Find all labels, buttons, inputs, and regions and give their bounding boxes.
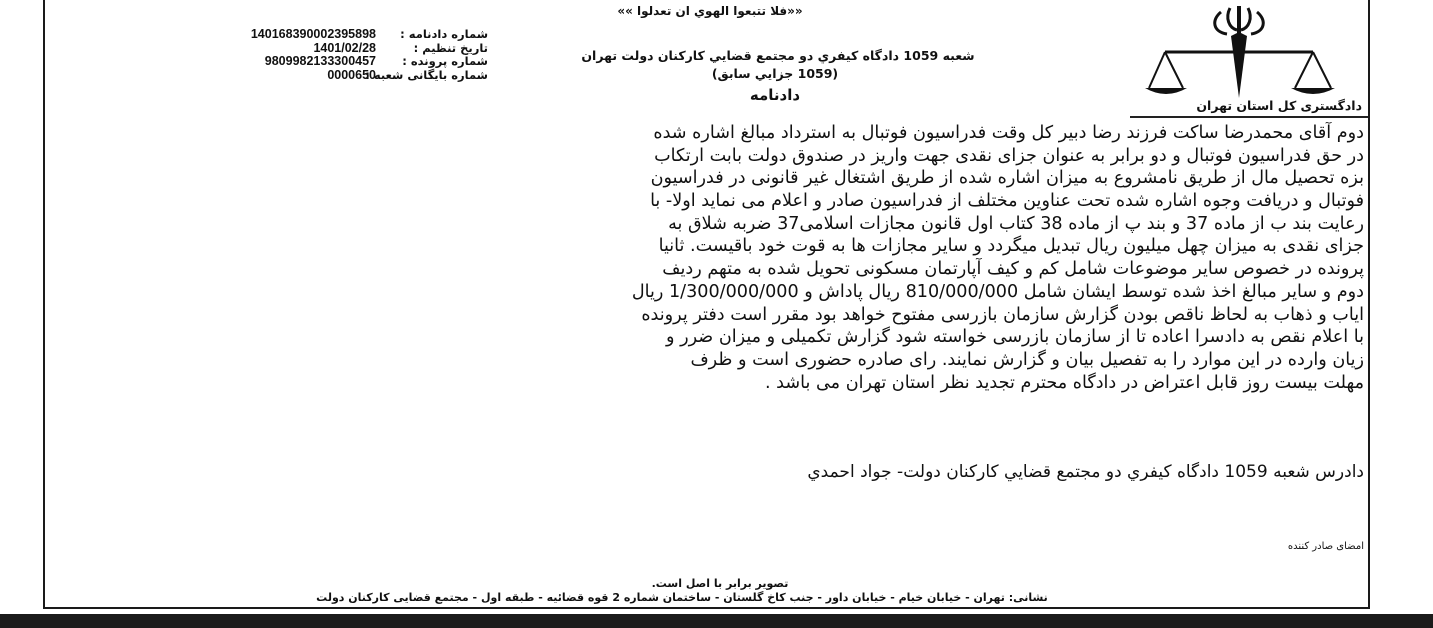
page-border-left [43,0,45,608]
meta-values [146,28,376,82]
case-number-label: شماره پرونده : [402,54,488,68]
verdict-line: دوم آقای محمدرضا ساکت فرزند رضا دبیر کل وقت فدراسیون فوتبال به استرداد مبالغ اشاره شده [653,123,1364,143]
verdict-number: 140168390002395898 [250,27,376,41]
judiciary-emblem-icon [1135,2,1367,106]
page-border-bottom [43,607,1370,609]
verdict-line: دوم و سایر مبالغ اخذ شده توسط ایشان شامل 810/000/000 ریال پاداش و 1/300/000/000 ریال [631,281,1364,302]
issuer-signature-label: امضای صادر کننده [1287,541,1364,552]
header-divider [1130,116,1368,118]
scan-edge-band [0,614,1433,628]
meta-labels [365,27,488,82]
court-branch-title: شعبه 1059 دادگاه کيفري دو مجتمع قضايي کارکنان دولت تهران [581,48,975,63]
verdict-line: مهلت بیست روز قابل اعتراض در دادگاه محترم تجدید نظر استان تهران می باشد . [765,372,1364,393]
page-border-right [1368,0,1370,608]
header-verse: ««فلا تتبعوا الهوي ان تعدلوا »» [617,4,803,18]
case-number: 9809982133300457 [264,54,376,68]
verdict-line: رعایت بند ب از ماده 37 و بند پ از ماده 38 کتاب اول قانون مجازات اسلامی37 ضربه شلاق به [668,213,1364,234]
verdict-line: زیان وارده در این موارد را به تفصیل بیان و گزارش نمایند. رای صادره حضوری است و ظرف [690,349,1364,370]
certified-copy-note: تصویر برابر با اصل است. [651,577,789,590]
verdict-number-label: شماره دادنامه : [400,27,488,41]
court-province-name: دادگستری کل استان تهران [1196,98,1362,113]
document-title: دادنامه [749,86,801,104]
court-branch-subtitle: (1059 جزايي سابق) [711,66,839,81]
issue-date: 1401/02/28 [313,40,376,55]
verdict-line: ایاب و ذهاب به لحاظ ناقص بودن گزارش سازمان بازرسی مفتوح خواهد بود مقرر است دفتر پرونده [641,304,1364,325]
verdict-line: با اعلام نقص به دادسرا اعاده تا از سازمان بازرسی خواسته شود گزارش تکمیلی و میزان ضرر و [666,327,1364,348]
verdict-line: بزه تحصیل مال از طریق نامشروع به میزان اشاره شده از طریق اشتغال غیر قانونی در فدراسیون [650,168,1364,189]
issue-date-label: تاریخ تنظیم : [413,40,488,55]
court-address: نشانی: تهران - خیابان خیام - خیابان داور - جنب کاخ گلستان - ساختمان شماره 2 قوه قضائیه - طبقه اول - مجتمع قضایی کارکنان دولت [316,591,1048,604]
verdict-line: پرونده در خصوص سایر موضوعات شامل کم و کیف آپارتمان مسکونی تحویل شده به متهم ردیف [662,259,1364,280]
branch-archive-number: 0000650 [327,67,376,82]
judge-signature-line: دادرس شعبه 1059 دادگاه کيفري دو مجتمع قضايي کارکنان دولت- جواد احمدي [807,462,1364,482]
branch-archive-number-label: شماره بایگانی شعبه : [365,67,488,82]
verdict-line: در حق فدراسیون فوتبال و دو برابر به عنوان جزای نقدی جهت واریز در صندوق دولت بابت ارتکاب [654,145,1364,166]
verdict-line: فوتبال و دریافت وجوه اشاره شده تحت عناوین مختلف از فدراسیون صادر و اعلام می نماید اولا- با [650,191,1364,212]
verdict-line: جزای نقدی به میزان چهل میلیون ریال تبدیل میگردد و سایر مجازات ها به قوت خود باقیست. ثانیا [658,236,1364,257]
verdict-body [52,122,1364,394]
